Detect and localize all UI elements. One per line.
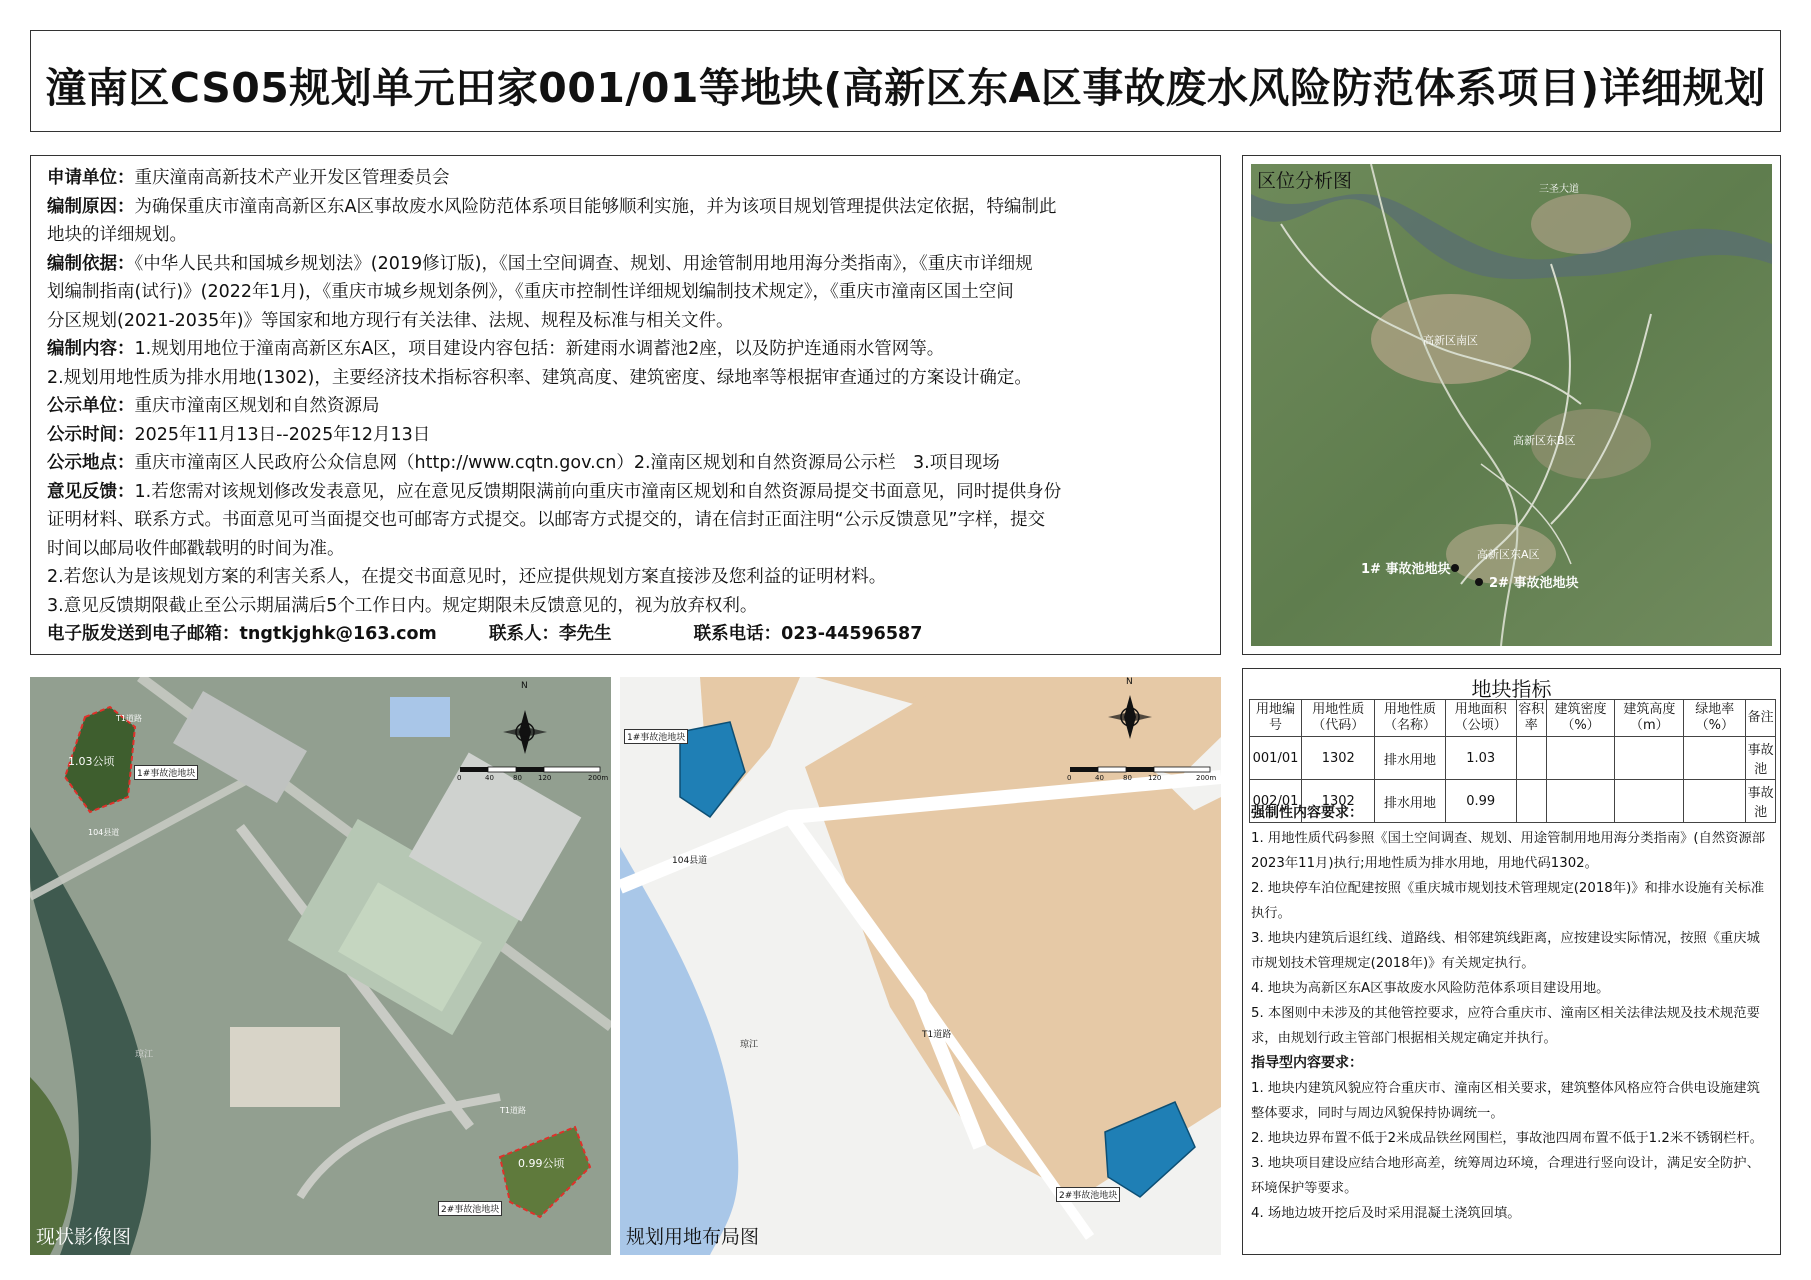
location-map-title: 区位分析图 <box>1257 170 1353 192</box>
time-value: 2025年11月13日--2025年12月13日 <box>134 424 431 445</box>
indicator-cell: 1.03 <box>1445 737 1516 780</box>
reason-text-1: 为确保重庆市潼南高新区东A区事故废水风险防范体系项目能够顺利实施，并为该项目规划管理提供法定依据，特编制此 <box>134 196 1057 217</box>
feedback-line <box>47 478 1204 507</box>
aerial-area1-label: 1.03公顷 <box>68 755 115 768</box>
guiding-item: 3. 地块项目建设应结合地形高差，统筹周边环境，合理进行竖向设计，满足安全防护、环境保护等要求。 <box>1251 1156 1760 1196</box>
applicant-label: 申请单位： <box>47 168 135 188</box>
place-line <box>47 449 1204 478</box>
indicator-cell: 001/01 <box>1250 737 1302 780</box>
feedback-text-4: 2.若您认为是该规划方案的利害关系人，在提交书面意见时，还应提供规划方案直接涉及您利益的证明材料。 <box>47 567 887 587</box>
indicator-header-cell: 用地性质（代码） <box>1302 700 1375 737</box>
indicator-cell <box>1516 737 1546 780</box>
content-text-1: 1.规划用地位于潼南高新区东A区，项目建设内容包括：新建雨水调蓄池2座，以及防护连通雨水管网等。 <box>134 339 945 359</box>
land-use-plan-panel <box>620 677 1221 1255</box>
location-satellite-map <box>1251 164 1772 646</box>
indicator-header-cell: 建筑高度（m） <box>1615 700 1684 737</box>
location-map-panel <box>1242 155 1781 655</box>
indicator-cell: 排水用地 <box>1375 737 1445 780</box>
plan-scale-0: 0 <box>1067 774 1072 782</box>
content-label: 编制内容： <box>47 339 135 359</box>
mandatory-item: 1. 用地性质代码参照《国土空间调查、规划、用途管制用地用海分类指南》(自然资源部2023年11月)执行;用地性质为排水用地，用地代码1302。 <box>1251 831 1766 871</box>
contact-line <box>47 620 1204 649</box>
time-line <box>47 421 1204 450</box>
indicators-header-row <box>1250 700 1776 737</box>
aerial-road-t1-label: T1道路 <box>116 714 142 723</box>
guiding-item: 1. 地块内建筑风貌应符合重庆市、潼南区相关要求，建筑整体风格应符合供电设施建筑整体要求，同时与周边风貌保持协调统一。 <box>1251 1081 1760 1121</box>
aerial-scale-120: 120 <box>538 774 552 782</box>
contact-label: 联系人： <box>488 624 559 644</box>
reason-text-2: 地块的详细规划。 <box>47 225 187 245</box>
indicator-cell <box>1615 737 1684 780</box>
indicator-header-cell: 容积率 <box>1516 700 1546 737</box>
indicator-cell: 002/01 <box>1250 780 1302 823</box>
plot-indicators-panel <box>1242 668 1781 1255</box>
plan-scale-80: 80 <box>1123 774 1132 782</box>
feedback-text-2: 证明材料、联系方式。书面意见可当面提交也可邮寄方式提交。以邮寄方式提交的，请在信封正面注明“公示反馈意见”字样，提交 <box>47 510 1046 530</box>
content-line <box>47 335 1204 364</box>
plan-scale-200: 200m <box>1196 774 1217 782</box>
time-label: 公示时间： <box>47 424 135 445</box>
indicator-cell: 1302 <box>1302 780 1375 823</box>
mandatory-item: 2. 地块停车泊位配建按照《重庆城市规划技术管理规定(2018年)》和排水设施有关标准执行。 <box>1251 881 1765 921</box>
plan-site1-label: 1#事故池地块 <box>624 729 688 744</box>
plan-site2-label: 2#事故池地块 <box>1056 1187 1120 1202</box>
content-text-2: 2.规划用地性质为排水用地(1302)，主要经济技术指标容积率、建筑高度、建筑密度、绿地率等根据审查通过的方案设计确定。 <box>47 367 1032 388</box>
guiding-item: 4. 场地边坡开挖后及时采用混凝土浇筑回填。 <box>1251 1206 1521 1221</box>
indicator-cell <box>1546 737 1615 780</box>
aerial-area2-label: 0.99公顷 <box>518 1157 565 1170</box>
basis-label: 编制依据： <box>47 253 135 274</box>
mandatory-item: 3. 地块内建筑后退红线、道路线、相邻建筑线距离，应按建设实际情况，按照《重庆城市规划技术管理规定(2018年)》有关规定执行。 <box>1251 931 1760 971</box>
plan-map-graphic <box>620 677 1221 1255</box>
aerial-map-title: 现状影像图 <box>36 1226 132 1248</box>
indicator-header-cell: 用地面积（公顷） <box>1445 700 1516 737</box>
applicant-line <box>47 164 1204 193</box>
indicator-cell: 1302 <box>1302 737 1375 780</box>
site2-label: 2# 事故池地块 <box>1489 576 1579 591</box>
basis-text-3: 分区规划(2021-2035年)》等国家和地方现行有关法律、法规、规程及标准与相关文件。 <box>47 310 734 331</box>
feedback-label: 意见反馈： <box>47 481 135 502</box>
guiding-item: 2. 地块边界布置不低于2米成品铁丝网围栏，事故池四周布置不低于1.2米不锈钢栏杆。 <box>1251 1131 1763 1146</box>
plan-road-104-label: 104县道 <box>672 856 708 866</box>
indicator-header-cell: 备注 <box>1746 700 1776 737</box>
plan-scale-40: 40 <box>1095 774 1104 782</box>
aerial-road-t1-label-2: T1道路 <box>500 1106 526 1115</box>
aerial-road-104-label: 104县道 <box>88 828 120 837</box>
aerial-north-label: N <box>521 681 528 691</box>
indicator-cell: 排水用地 <box>1375 780 1445 823</box>
scale-bar-icon <box>460 767 600 772</box>
aerial-river-label: 琼江 <box>135 1050 154 1060</box>
phone-label: 联系电话： <box>693 624 782 644</box>
basis-line <box>47 250 1204 279</box>
mandatory-list <box>1251 826 1773 1051</box>
place-value: 重庆市潼南区人民政府公众信息网（http://www.cqtn.gov.cn）2.潼南区规划和自然资源局公示栏 3.项目现场 <box>134 453 1000 473</box>
indicator-header-cell: 建筑密度（%） <box>1546 700 1615 737</box>
current-aerial-map-panel <box>30 677 611 1255</box>
basis-text-1: 《中华人民共和国城乡规划法》(2019修订版)，《国土空间调查、规划、用途管制用地用海分类指南》，《重庆市详细规 <box>134 253 1033 274</box>
phone-value: 023-44596587 <box>781 624 923 644</box>
plan-road-t1-label: T1道路 <box>922 1030 952 1040</box>
indicator-row <box>1250 737 1776 780</box>
plan-river-label: 琼江 <box>740 1040 759 1050</box>
area-label-east-a: 高新区东A区 <box>1477 548 1540 561</box>
email-value[interactable]: tngtkjghk@163.com <box>239 624 437 644</box>
mandatory-item: 5. 本图则中未涉及的其他管控要求，应符合重庆市、潼南区相关法律法规及技术规范要求，由规划行政主管部门根据相关规定确定并执行。 <box>1251 1006 1760 1046</box>
aerial-scale-0: 0 <box>457 774 462 782</box>
guiding-title: 指导型内容要求： <box>1251 1055 1363 1071</box>
aerial-site2-label: 2#事故池地块 <box>438 1201 502 1216</box>
aerial-scale-40: 40 <box>485 774 494 782</box>
feedback-text-3: 时间以邮局收件邮戳载明的时间为准。 <box>47 538 345 559</box>
indicators-title: 地块指标 <box>1471 677 1552 701</box>
road-label-top: 三圣大道 <box>1539 184 1579 195</box>
indicator-cell: 事故池 <box>1746 737 1776 780</box>
publisher-line <box>47 392 1204 421</box>
applicant-value: 重庆潼南高新技术产业开发区管理委员会 <box>134 168 450 188</box>
requirements-section <box>1251 801 1773 1226</box>
place-label: 公示地点： <box>47 453 135 473</box>
indicator-cell: 事故池 <box>1746 780 1776 823</box>
site1-label: 1# 事故池地块 <box>1361 562 1451 577</box>
reason-label: 编制原因： <box>47 196 135 217</box>
indicator-cell: 0.99 <box>1445 780 1516 823</box>
mandatory-item: 4. 地块为高新区东A区事故废水风险防范体系项目建设用地。 <box>1251 981 1610 996</box>
plan-scale-bar-icon <box>1070 767 1210 772</box>
indicator-header-cell: 用地性质（名称） <box>1375 700 1445 737</box>
guiding-list <box>1251 1076 1773 1226</box>
page-title: 潼南区CS05规划单元田家001/01等地块(高新区东A区事故废水风险防范体系项目)详细规划 <box>45 64 1766 112</box>
plan-map-title: 规划用地布局图 <box>626 1226 760 1248</box>
indicator-cell <box>1684 737 1746 780</box>
indicator-header-cell: 绿地率（%） <box>1684 700 1746 737</box>
aerial-scale-80: 80 <box>513 774 522 782</box>
area-label-south: 高新区南区 <box>1423 334 1478 347</box>
basis-text-2: 划编制指南(试行)》(2022年1月)，《重庆市城乡规划条例》，《重庆市控制性详细规划编制技术规定》，《重庆市潼南区国土空间 <box>47 282 1014 302</box>
announcement-info-panel <box>30 155 1221 655</box>
publisher-label: 公示单位： <box>47 396 135 416</box>
contact-value: 李先生 <box>558 624 612 644</box>
plan-north-label: N <box>1126 677 1133 687</box>
aerial-scale-200: 200m <box>588 774 609 782</box>
aerial-site1-label: 1#事故池地块 <box>134 765 198 780</box>
feedback-text-5: 3.意见反馈期限截止至公示期届满后5个工作日内。规定期限未反馈意见的，视为放弃权利。 <box>47 595 758 616</box>
indicator-header-cell: 用地编号 <box>1250 700 1302 737</box>
reason-line <box>47 193 1204 222</box>
plan-scale-120: 120 <box>1148 774 1162 782</box>
feedback-text-1: 1.若您需对该规划修改发表意见，应在意见反馈期限满前向重庆市潼南区规划和自然资源局提交书面意见，同时提供身份 <box>134 481 1062 502</box>
email-label: 电子版发送到电子邮箱： <box>47 624 240 644</box>
mandatory-title: 强制性内容要求： <box>1251 805 1363 821</box>
publisher-value: 重庆市潼南区规划和自然资源局 <box>134 396 380 416</box>
title-panel <box>30 30 1781 132</box>
area-label-east-b: 高新区东B区 <box>1513 434 1576 447</box>
